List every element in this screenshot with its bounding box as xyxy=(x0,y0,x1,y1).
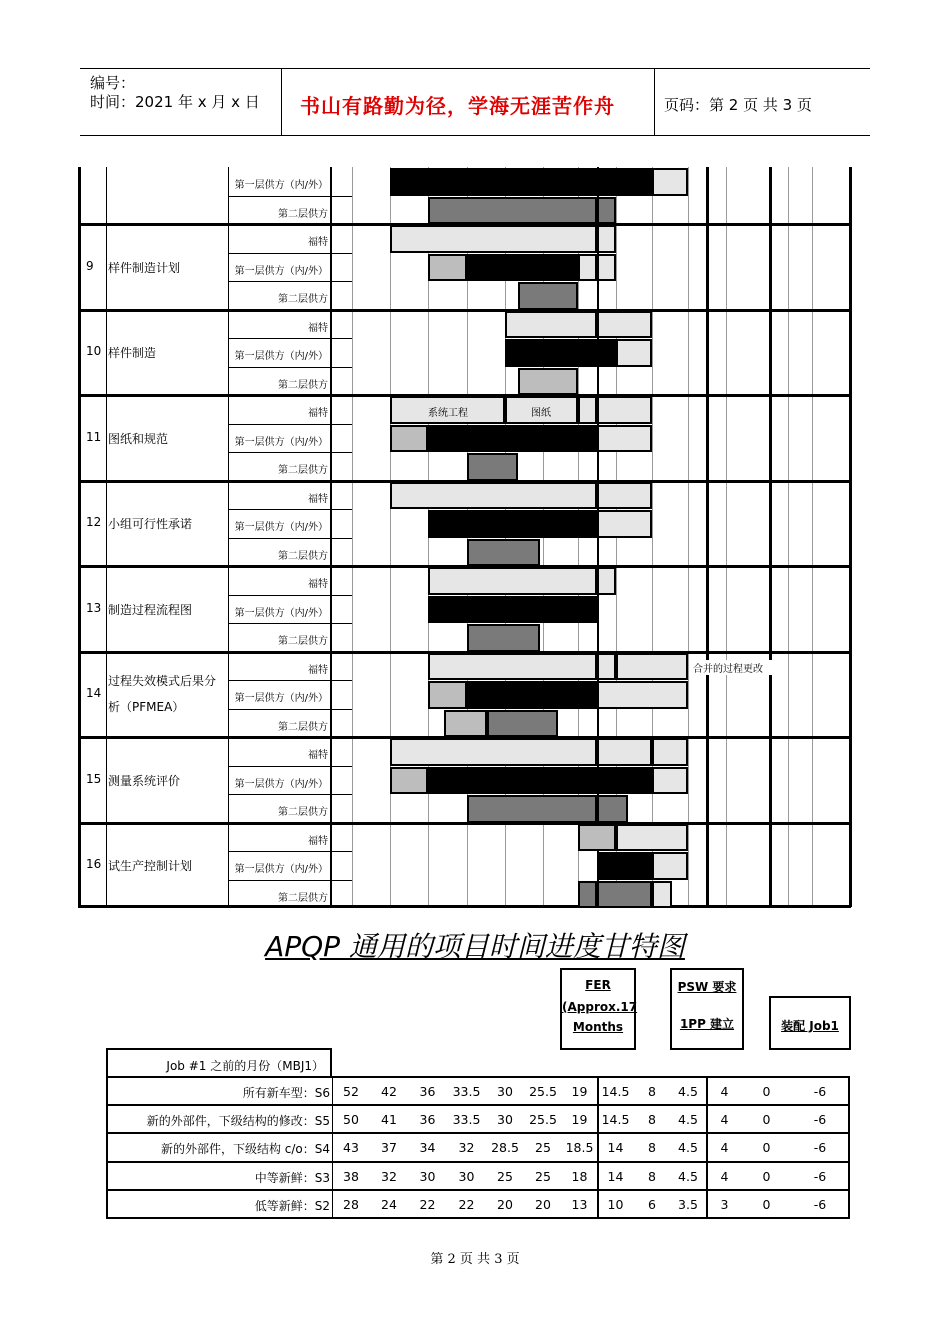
table-cell: 50 xyxy=(343,1112,359,1128)
grid-line xyxy=(352,167,353,907)
task-name: 测量系统评价 xyxy=(108,773,181,788)
gantt-bar xyxy=(652,168,688,196)
job1-label: 装配 Job1 xyxy=(781,1019,839,1033)
table-cell: -6 xyxy=(813,1168,827,1184)
bar-label-merged-change: 合并的过程更改 xyxy=(693,660,783,675)
months-header-box xyxy=(106,1048,332,1076)
gantt-bar xyxy=(652,767,688,795)
gantt-bar xyxy=(390,225,597,253)
gantt-bar xyxy=(467,539,540,567)
gantt-bar xyxy=(597,396,652,424)
gantt-bar xyxy=(597,881,652,909)
table-cell: 25.5 xyxy=(529,1084,557,1099)
task-name: 制造过程流程图 xyxy=(108,602,193,617)
border-left xyxy=(78,167,81,907)
table-cell: 32 xyxy=(381,1168,397,1184)
table-cell: 52 xyxy=(343,1084,359,1099)
supplier-label: 第二层供方 xyxy=(278,550,328,562)
table-cell: 4.5 xyxy=(678,1168,698,1184)
sub-row-line xyxy=(228,281,352,282)
table-cell: 25 xyxy=(497,1168,513,1184)
table-border-bottom xyxy=(106,1217,850,1219)
header-top-rule xyxy=(80,68,870,69)
header-divider-2 xyxy=(654,68,655,136)
milestone-psw xyxy=(670,968,744,1050)
table-cell: 41 xyxy=(381,1112,397,1128)
gantt-bar xyxy=(578,254,597,282)
table-cell: 38 xyxy=(343,1168,359,1184)
page-footer: 第 2 页 共 3 页 xyxy=(430,1252,520,1267)
table-cell: 19 xyxy=(571,1084,588,1099)
gantt-bar xyxy=(597,254,616,282)
supplier-label: 第二层供方 xyxy=(278,465,328,476)
table-cell: 14.5 xyxy=(601,1112,630,1128)
table-cell: 34 xyxy=(419,1140,436,1156)
table-cell: 4 xyxy=(720,1140,729,1156)
table-cell: 19 xyxy=(571,1112,588,1128)
table-cell: 30 xyxy=(497,1084,513,1099)
supplier-label: 第二层供方 xyxy=(278,892,328,904)
gantt-bar xyxy=(616,653,688,681)
table-row-label: 中等新鲜：S3 xyxy=(254,1170,330,1185)
chart-title: APQP 通用的项目时间进度甘特图 xyxy=(265,930,685,963)
table-cell: -6 xyxy=(813,1112,827,1128)
bar-label-system-engineering: 系统工程 xyxy=(428,408,468,419)
header-divider-1 xyxy=(281,68,282,136)
table-cell: 3.5 xyxy=(678,1196,698,1212)
grid-line xyxy=(390,167,391,907)
gantt-bar xyxy=(428,767,652,795)
sub-row-line xyxy=(228,338,352,339)
header-motto: 书山有路勤为径，学海无涯苦作舟 xyxy=(300,94,615,118)
supplier-label: 第一层供方（内/外） xyxy=(234,265,328,277)
table-row-line xyxy=(106,1189,850,1191)
table-cell: 8 xyxy=(648,1140,656,1156)
supplier-label: 福特 xyxy=(308,322,328,334)
task-number: 16 xyxy=(86,857,102,872)
gantt-bar xyxy=(597,795,628,823)
supplier-label: 第一层供方（内/外） xyxy=(234,607,328,619)
header-number: 编号： xyxy=(90,74,136,92)
sub-row-line xyxy=(228,538,352,539)
gantt-bar xyxy=(597,738,652,766)
table-cell: 18 xyxy=(571,1168,588,1184)
gantt-bar xyxy=(390,425,428,453)
table-cell: 36 xyxy=(419,1084,436,1099)
gantt-bar xyxy=(616,824,688,852)
gantt-bar xyxy=(505,311,597,339)
table-cell: 4 xyxy=(720,1084,729,1099)
fer-line2: (Approx.17 xyxy=(562,1000,638,1014)
gantt-bar xyxy=(652,852,688,880)
table-cell: 25.5 xyxy=(529,1112,557,1128)
table-cell: 4 xyxy=(720,1112,729,1128)
supplier-label: 第二层供方 xyxy=(278,721,328,733)
table-cell: 4.5 xyxy=(678,1140,698,1156)
sub-row-line xyxy=(228,424,352,425)
task-number: 15 xyxy=(86,771,102,786)
table-cell: 33.5 xyxy=(452,1112,481,1128)
grid-bold-line xyxy=(706,167,709,907)
task-number: 10 xyxy=(86,344,102,359)
table-cell: 33.5 xyxy=(452,1084,481,1099)
table-cell: 14.5 xyxy=(601,1084,630,1099)
table-cell: 43 xyxy=(343,1140,359,1156)
psw-line1: PSW 要求 xyxy=(677,980,737,994)
gantt-bar xyxy=(578,881,597,909)
sub-row-line xyxy=(228,367,352,368)
task-name: 试生产控制计划 xyxy=(108,859,193,874)
bar-label-drawing: 图纸 xyxy=(531,408,551,419)
sub-row-line xyxy=(228,196,352,197)
table-cell: 0 xyxy=(762,1196,771,1212)
task-row-line xyxy=(78,822,851,825)
table-cell: -6 xyxy=(813,1140,827,1156)
gantt-bar xyxy=(597,510,652,538)
table-cell: 28.5 xyxy=(491,1140,519,1156)
border-right xyxy=(849,167,852,907)
table-row-label: 新的外部件，下级结构的修改：S5 xyxy=(146,1114,330,1129)
task-name: 样件制造计划 xyxy=(108,260,181,275)
table-cell: 14 xyxy=(607,1140,624,1156)
supplier-label: 福特 xyxy=(308,579,328,590)
supplier-label: 第二层供方 xyxy=(278,636,328,647)
sub-row-line xyxy=(228,509,352,510)
table-cell: 0 xyxy=(762,1168,771,1184)
table-cell: 14 xyxy=(607,1168,624,1184)
gantt-bar xyxy=(597,197,616,225)
table-border-top xyxy=(106,1076,850,1078)
grid-line xyxy=(688,167,689,907)
table-cell: 4.5 xyxy=(678,1084,698,1099)
gantt-bar xyxy=(597,852,652,880)
table-row-line xyxy=(106,1132,850,1134)
gantt-bar xyxy=(467,254,578,282)
supplier-label: 第一层供方（内/外） xyxy=(234,778,328,790)
table-cell: 22 xyxy=(458,1196,475,1212)
grid-line xyxy=(812,167,813,907)
table-cell: 4.5 xyxy=(678,1112,698,1128)
gantt-bar xyxy=(616,339,652,367)
table-cell: 6 xyxy=(648,1196,656,1212)
gantt-bar xyxy=(467,681,597,709)
table-cell: 24 xyxy=(381,1196,397,1212)
fer-line3: Months xyxy=(572,1020,624,1034)
table-cell: 18.5 xyxy=(565,1140,594,1156)
table-border-left xyxy=(106,1076,108,1219)
table-cell: 13 xyxy=(571,1196,588,1212)
gantt-bar xyxy=(428,510,597,538)
supplier-label: 第二层供方 xyxy=(278,208,328,220)
table-cell: 20 xyxy=(535,1196,551,1212)
gantt-bar xyxy=(578,396,597,424)
sub-row-line xyxy=(228,851,352,852)
table-cell: 0 xyxy=(762,1084,771,1099)
task-name: 小组可行性承诺 xyxy=(108,517,193,532)
grid-bold-line xyxy=(769,167,772,907)
supplier-label: 福特 xyxy=(308,408,328,419)
milestone-job1 xyxy=(769,996,851,1050)
supplier-label: 第一层供方（内/外） xyxy=(234,180,328,191)
table-cell: 4 xyxy=(720,1168,729,1184)
sub-row-line xyxy=(228,709,352,710)
gantt-chart xyxy=(78,167,851,907)
border-bottom xyxy=(78,905,851,908)
gantt-bar xyxy=(505,339,616,367)
header-bottom-rule xyxy=(80,135,870,136)
gantt-bar xyxy=(487,710,558,738)
gantt-bar xyxy=(390,168,652,196)
gantt-bar xyxy=(597,681,688,709)
border-num xyxy=(106,167,107,907)
table-cell: 22 xyxy=(419,1196,436,1212)
sub-row-line xyxy=(228,680,352,681)
gantt-bar xyxy=(390,767,428,795)
table-cell: 0 xyxy=(762,1112,771,1128)
task-number: 9 xyxy=(86,258,94,273)
months-header-label: Job #1 之前的月份（MBJ1） xyxy=(166,1059,324,1073)
gantt-bar xyxy=(578,824,616,852)
table-cell: 8 xyxy=(648,1112,656,1128)
task-row-line xyxy=(78,309,851,312)
table-row-label: 新的外部件，下级结构 c/o：S4 xyxy=(160,1142,330,1157)
gantt-bar xyxy=(444,710,487,738)
gantt-bar xyxy=(428,567,597,595)
grid-line xyxy=(788,167,789,907)
supplier-label: 第二层供方 xyxy=(278,807,328,818)
table-cell: 30 xyxy=(497,1112,513,1128)
months-table xyxy=(106,1076,850,1219)
supplier-label: 福特 xyxy=(308,664,328,676)
table-cell: 8 xyxy=(648,1168,656,1184)
sub-row-line xyxy=(228,253,352,254)
gantt-bar xyxy=(597,653,616,681)
task-number: 14 xyxy=(86,686,102,701)
supplier-label: 第一层供方（内/外） xyxy=(234,864,328,875)
table-cell: 37 xyxy=(381,1140,397,1156)
task-name: 样件制造 xyxy=(108,346,157,361)
supplier-label: 第一层供方（内/外） xyxy=(234,522,328,533)
table-cell: 30 xyxy=(458,1168,475,1184)
table-cell: 30 xyxy=(419,1168,436,1184)
task-name: 图纸和规范 xyxy=(108,431,169,446)
header-page-info: 页码：第 2 页 共 3 页 xyxy=(664,96,812,114)
gantt-bar xyxy=(597,425,652,453)
gantt-bar xyxy=(428,653,597,681)
supplier-label: 福特 xyxy=(308,493,328,505)
gantt-bar xyxy=(428,681,467,709)
gantt-bar xyxy=(467,795,597,823)
table-row-label: 所有新车型：S6 xyxy=(242,1086,330,1100)
header-time: 时间：2021 年 x 月 x 日 xyxy=(90,93,260,111)
milestone-fer xyxy=(560,968,636,1050)
task-number: 12 xyxy=(86,515,102,530)
sub-row-line xyxy=(228,794,352,795)
table-cell: 20 xyxy=(497,1196,513,1212)
table-row-line xyxy=(106,1104,850,1106)
gantt-bar xyxy=(390,482,597,510)
gantt-bar xyxy=(597,225,616,253)
sub-row-line xyxy=(228,880,352,881)
table-cell: 25 xyxy=(535,1140,551,1156)
gantt-bar xyxy=(597,567,616,595)
table-row-line xyxy=(106,1161,850,1163)
sub-row-line xyxy=(228,595,352,596)
table-cell: 10 xyxy=(607,1196,624,1212)
table-cell: -6 xyxy=(813,1084,827,1099)
grid-line xyxy=(726,167,727,907)
gantt-bar xyxy=(518,282,578,310)
gantt-bar xyxy=(652,738,688,766)
gantt-bar xyxy=(428,254,467,282)
table-cell: 28 xyxy=(343,1196,359,1212)
gantt-bar xyxy=(467,453,518,481)
task-number: 11 xyxy=(86,429,102,444)
gantt-bar xyxy=(467,624,540,652)
task-number: 13 xyxy=(86,600,102,615)
table-cell: 42 xyxy=(381,1084,397,1099)
gantt-bar xyxy=(428,197,597,225)
supplier-label: 第二层供方 xyxy=(278,294,328,305)
psw-line2: 1PP 建立 xyxy=(679,1017,735,1031)
table-cell: 3 xyxy=(720,1196,729,1212)
gantt-bar xyxy=(428,425,597,453)
sub-row-line xyxy=(228,766,352,767)
table-cell: 8 xyxy=(648,1084,656,1099)
table-cell: -6 xyxy=(813,1196,827,1212)
supplier-label: 福特 xyxy=(308,237,328,248)
supplier-label: 福特 xyxy=(308,835,328,847)
gantt-bar xyxy=(518,368,578,396)
sub-row-line xyxy=(228,452,352,453)
table-cell: 32 xyxy=(458,1140,475,1156)
table-cell: 36 xyxy=(419,1112,436,1128)
task-name-line1: 过程失效模式后果分 xyxy=(108,674,217,689)
gantt-bar xyxy=(652,881,672,909)
gantt-bar xyxy=(597,311,652,339)
supplier-label: 福特 xyxy=(308,750,328,761)
table-row-label: 低等新鲜：S2 xyxy=(254,1198,330,1213)
supplier-label: 第一层供方（内/外） xyxy=(234,436,328,448)
gantt-bar xyxy=(597,482,652,510)
table-cell: 0 xyxy=(762,1140,771,1156)
table-cell: 25 xyxy=(535,1168,551,1184)
gantt-bar xyxy=(390,738,597,766)
supplier-label: 第一层供方（内/外） xyxy=(234,351,328,362)
sub-row-line xyxy=(228,623,352,624)
supplier-label: 第一层供方（内/外） xyxy=(234,693,328,704)
grid-line xyxy=(652,167,653,907)
gantt-bar xyxy=(428,596,597,624)
task-name-line2: 析（PFMEA） xyxy=(108,700,185,715)
supplier-label: 第二层供方 xyxy=(278,379,328,391)
fer-line1: FER xyxy=(585,978,611,992)
